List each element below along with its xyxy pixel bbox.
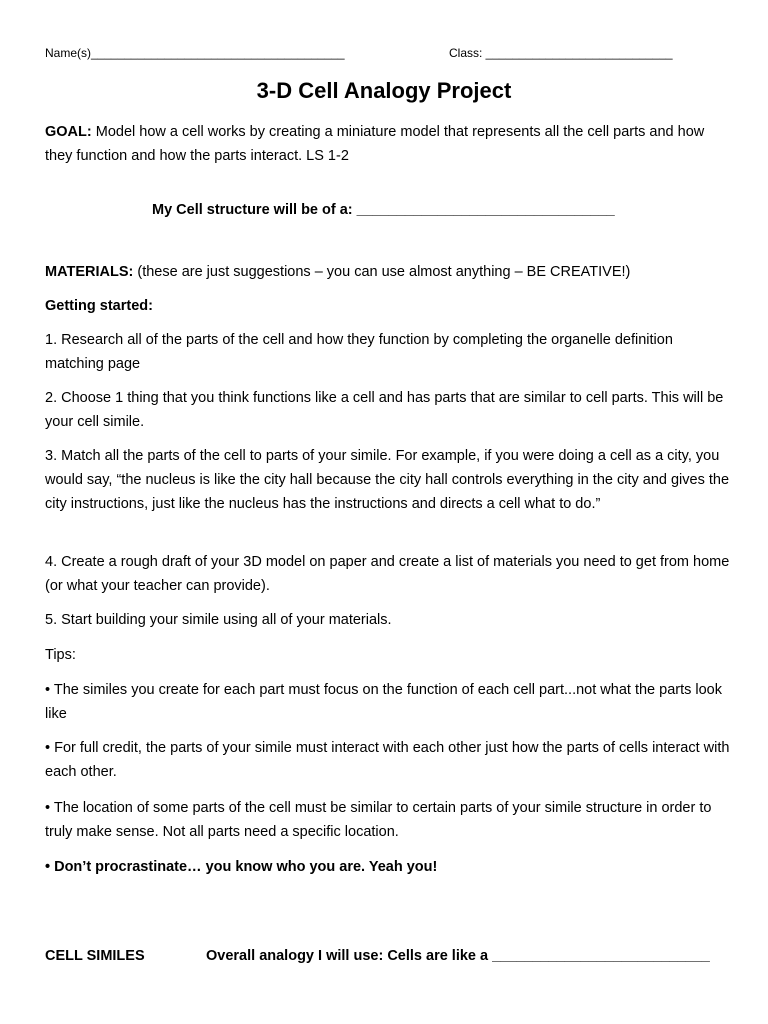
goal-paragraph [45, 120, 735, 168]
tip-item: • The location of some parts of the cell must be similar to certain parts of your simile structure in order to truly make sense. Not all parts need a specific location. [45, 800, 712, 840]
materials-label: MATERIALS: [45, 264, 134, 280]
name-field-label: Name(s)______________________________________ [45, 46, 345, 60]
tip-item: • For full credit, the parts of your simile must interact with each other just how the parts of cells interact with each other. [45, 740, 730, 780]
goal-text: Model how a cell works by creating a miniature model that represents all the cell parts and how they function and how the parts interact. LS 1-2 [45, 124, 705, 164]
getting-started-heading: Getting started: [45, 298, 153, 314]
materials-text: (these are just suggestions – you can use almost anything – BE CREATIVE!) [133, 264, 631, 280]
step-item: 2. Choose 1 thing that you think functions like a cell and has parts that are similar to cell parts. This will be your cell simile. [45, 390, 724, 430]
cell-similes-label: CELL SIMILES [45, 948, 145, 964]
step-item: 4. Create a rough draft of your 3D model on paper and create a list of materials you need to get from home (or what your teacher can provide). [45, 554, 730, 594]
cell-structure-line: My Cell structure will be of a: ________________________________ [152, 202, 615, 218]
tip-item: • The similes you create for each part must focus on the function of each cell part...not what the parts look like [45, 682, 722, 722]
tip-item-bold: • Don’t procrastinate… you know who you are. Yeah you! [45, 859, 438, 875]
step-item: 3. Match all the parts of the cell to parts of your simile. For example, if you were doing a cell as a city, you would say, “the nucleus is like the city hall because the city hall controls everything in the city and gives the city instructions, just like the nucleus has the instructions and directs a cell what to do.” [45, 448, 730, 512]
step-item: 1. Research all of the parts of the cell and how they function by completing the organelle definition matching page [45, 332, 673, 372]
page-title: 3-D Cell Analogy Project [256, 78, 512, 103]
overall-analogy-line: Overall analogy I will use: Cells are like a ___________________________ [206, 948, 710, 964]
materials-paragraph [45, 260, 735, 284]
tips-heading: Tips: [45, 647, 76, 663]
header-row [45, 46, 725, 66]
class-field-label: Class: ____________________________ [449, 46, 673, 60]
goal-label: GOAL: [45, 124, 92, 140]
step-item: 5. Start building your simile using all of your materials. [45, 612, 392, 628]
